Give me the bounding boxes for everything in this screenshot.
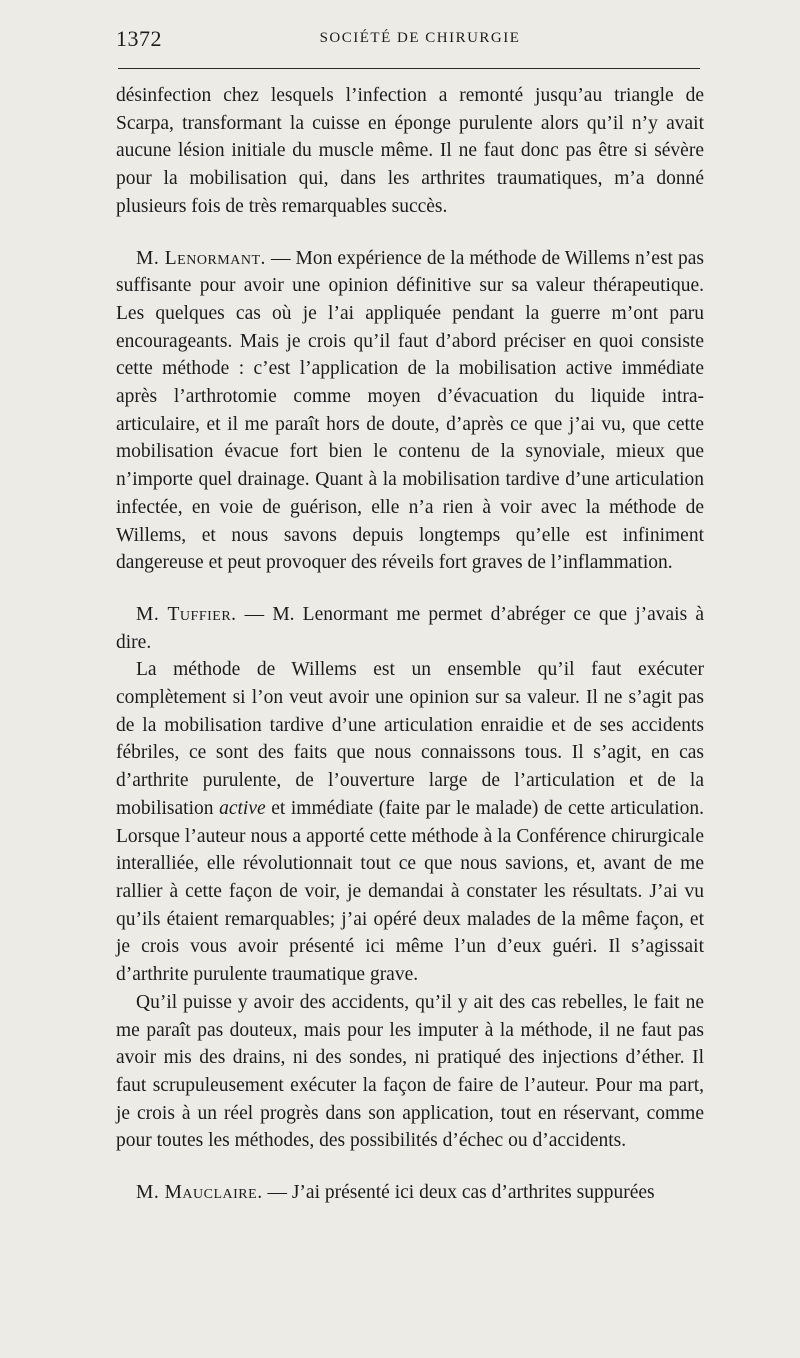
page-number: 1372 [116,26,162,51]
page-header [116,22,704,52]
page-body [116,82,704,1207]
paragraph-text: — M. Lenormant me permet d’abréger ce que j’avais à dire. [116,603,704,653]
speaker-name: M. Mauclaire. [136,1182,263,1204]
paragraph-text: — J’ai présenté ici deux cas d’arthrites suppurées [262,1182,655,1204]
paragraph-text: — Mon expérience de la méthode de Willems n’est pas suffisante pour avoir une opinion définitive sur sa valeur thérapeutique. Les quelques cas où je l’ai appliquée pendant la guerre m’ont paru encourageants. Mais je crois qu’il faut d’abord préciser en quoi consiste cette méthode : c’est l’application de la mobilisation active immédiate après l’arthrotomie comme moyen d’évacuation du liquide intra-articulaire, et il me paraît hors de doute, d’après ce que j’ai vu, que cette mobilisation évacue fort bien le contenu de la synoviale, mieux que n’importe quel drainage. Quant à la mobilisation tardive d’une articulation infectée, en voie de guérison, elle n’a rien à voir avec la méthode de Willems, et nous savons depuis longtemps qu’elle est infiniment dangereuse et peut provoquer des réveils fort graves de l’inflammation. [116,247,704,574]
paragraph-lenormant [116,245,704,577]
header-rule [118,68,700,69]
italic-word: active [219,797,266,819]
paragraph-mauclaire [116,1179,704,1207]
paragraph-text: et immédiate (faite par le malade) de cette articulation. Lorsque l’auteur nous a apporté cette méthode à la Conférence chirurgicale interalliée, elle révolutionnait tout ce que nous savions, et, avant de me rallier à cette façon de voir, je demandai à constater les résultats. J’ai vu qu’ils étaient remarquables; j’ai opéré deux malades de la même façon, et je crois vous avoir présenté ici même l’un d’eux guéri. Il s’agissait d’arthrite purulente traumatique grave. [116,797,704,986]
paragraph-text: La méthode de Willems est un ensemble qu’il faut exécuter complètement si l’on veut avoir une opinion sur sa valeur. Il ne s’agit pas de la mobilisation tardive d’une articulation enraidie et de ses accidents fébriles, ce sont des faits que nous connaissons tous. Il s’agit, en cas d’arthrite purulente, de l’ouverture large de l’articulation et de la mobilisation [116,659,704,819]
paragraph-continuation: désinfection chez lesquels l’infection a remonté jusqu’au triangle de Scarpa, transformant la cuisse en éponge purulente alors qu’il n’y avait aucune lésion initiale du muscle même. Il ne faut donc pas être si sévère pour la mobilisation qui, dans les arthrites traumatiques, m’a donné plusieurs fois de très remarquables succès. [116,85,704,217]
speaker-name: M. Tuffier. [136,603,237,625]
paragraph-tuffier [116,601,704,656]
speaker-name: M. Lenormant. [136,247,266,269]
paragraph-accidents: Qu’il puisse y avoir des accidents, qu’il y ait des cas rebelles, le fait ne me paraît pas douteux, mais pour les imputer à la méthode, il ne faut pas avoir mis des drains, ni des sondes, ni pratiqué des injections d’éther. Il faut scrupuleusement exécuter la façon de faire de l’auteur. Pour ma part, je crois à un réel progrès dans son application, tout en réservant, comme pour toutes les méthodes, des possibilités d’échec ou d’accidents. [116,991,704,1152]
paragraph-willems-method [116,656,704,988]
running-title: SOCIÉTÉ DE CHIRURGIE [319,30,521,46]
